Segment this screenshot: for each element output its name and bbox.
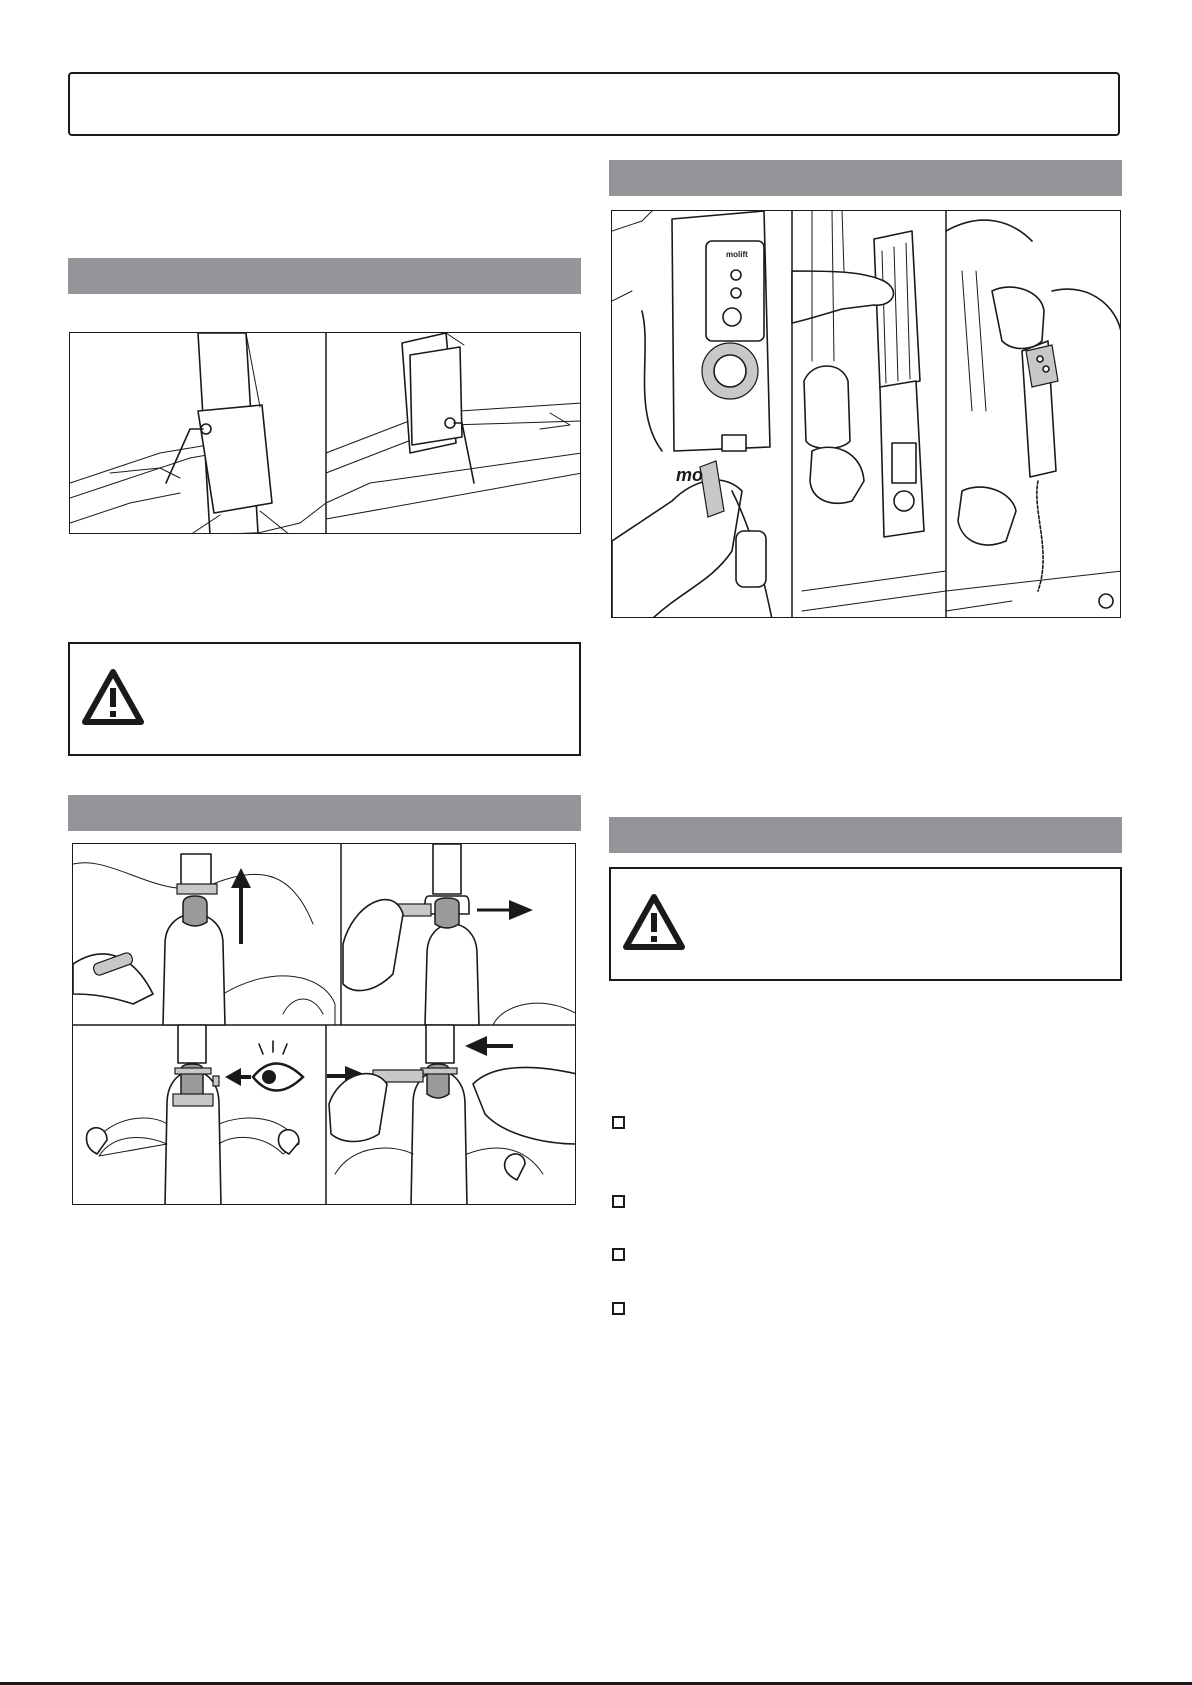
- control-box-illustration: [612, 211, 772, 618]
- warning-triangle-icon: [622, 893, 686, 951]
- arrow-right-icon: [509, 900, 533, 920]
- arrow-up-icon: [231, 868, 251, 888]
- step-remove-pin: [343, 844, 576, 1025]
- step-lift-arm: [73, 854, 335, 1025]
- brand-mark: mo: [676, 465, 703, 485]
- warning-box-left: [68, 642, 581, 756]
- section-bar-battery: [609, 160, 1122, 196]
- warning-box-right: [609, 867, 1122, 981]
- section-bar-mast-assembly: [68, 258, 581, 294]
- eye-icon: [253, 1041, 303, 1091]
- section-bar-spreader-bar: [68, 795, 581, 831]
- figure-battery-steps: [611, 210, 1121, 618]
- figure-spreader-bar-steps: [72, 843, 576, 1205]
- step-reinsert-pin: [327, 1025, 576, 1205]
- battery-insert-illustration: [792, 211, 946, 611]
- mast-right-illustration: [326, 333, 581, 519]
- checkbox-icon[interactable]: [612, 1302, 625, 1315]
- figure-mast-bolts: [69, 332, 581, 534]
- arrow-left-icon: [225, 1068, 241, 1086]
- step-inspect-pin: [86, 1025, 303, 1205]
- checkbox-icon[interactable]: [612, 1195, 625, 1208]
- checkbox-icon[interactable]: [612, 1248, 625, 1261]
- mast-left-illustration: [70, 333, 326, 534]
- control-box-logo: molift: [726, 250, 748, 259]
- arrow-left-icon: [465, 1036, 487, 1056]
- checkbox-icon[interactable]: [612, 1116, 625, 1129]
- page-title-box: [68, 72, 1120, 136]
- warning-triangle-icon: [81, 668, 145, 726]
- section-bar-safety-check: [609, 817, 1122, 853]
- handset-illustration: [946, 220, 1121, 611]
